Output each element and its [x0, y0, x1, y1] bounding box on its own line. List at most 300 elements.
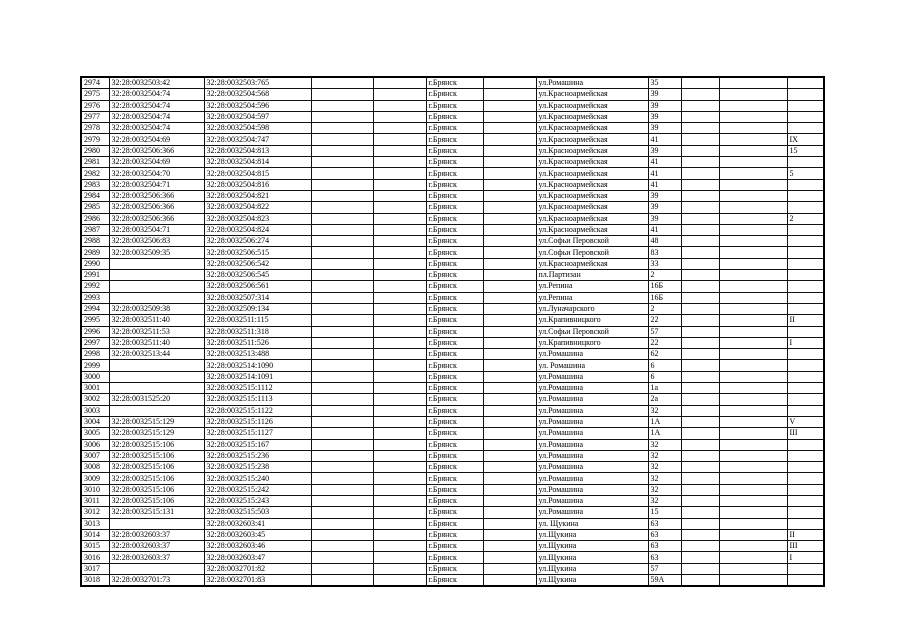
empty-cell — [311, 157, 373, 168]
house-number: 22 — [648, 315, 681, 326]
empty-cell — [311, 123, 373, 134]
house-number: 63 — [648, 541, 681, 552]
empty-cell — [483, 190, 536, 201]
room-number — [787, 462, 824, 473]
table-row — [81, 383, 824, 394]
empty-cell — [681, 541, 719, 552]
row-number: 3015 — [81, 541, 109, 552]
empty-cell — [483, 349, 536, 360]
parent-cadastral-number: 32:28:0032506:366 — [109, 190, 204, 201]
empty-cell — [483, 315, 536, 326]
empty-cell — [681, 224, 719, 235]
room-number — [787, 89, 824, 100]
empty-cell — [681, 371, 719, 382]
city: г.Брянск — [426, 258, 483, 269]
empty-cell — [483, 337, 536, 348]
row-number: 2977 — [81, 111, 109, 122]
cadastral-number: 32:28:0032514:1090 — [204, 360, 311, 371]
city: г.Брянск — [426, 575, 483, 587]
city: г.Брянск — [426, 303, 483, 314]
room-number — [787, 439, 824, 450]
room-number — [787, 224, 824, 235]
empty-cell — [483, 202, 536, 213]
room-number — [787, 111, 824, 122]
table-row — [81, 213, 824, 224]
empty-cell — [719, 563, 787, 574]
row-number: 3000 — [81, 371, 109, 382]
city: г.Брянск — [426, 405, 483, 416]
empty-cell — [373, 326, 426, 337]
empty-cell — [681, 77, 719, 89]
table-row — [81, 405, 824, 416]
cadastral-number: 32:28:0032515:1126 — [204, 416, 311, 427]
empty-cell — [311, 473, 373, 484]
empty-cell — [373, 337, 426, 348]
empty-cell — [373, 100, 426, 111]
row-number: 2999 — [81, 360, 109, 371]
row-number: 2975 — [81, 89, 109, 100]
empty-cell — [483, 529, 536, 540]
street: ул.Красноармейская — [536, 179, 648, 190]
empty-cell — [719, 292, 787, 303]
house-number: 39 — [648, 145, 681, 156]
parent-cadastral-number — [109, 405, 204, 416]
empty-cell — [373, 394, 426, 405]
empty-cell — [719, 439, 787, 450]
cadastral-number: 32:28:0032504:814 — [204, 157, 311, 168]
empty-cell — [311, 349, 373, 360]
parent-cadastral-number: 32:28:0032504:71 — [109, 224, 204, 235]
table-row — [81, 77, 824, 89]
room-number — [787, 394, 824, 405]
empty-cell — [311, 134, 373, 145]
street: ул.Софьи Перовской — [536, 326, 648, 337]
empty-cell — [719, 326, 787, 337]
cadastral-number: 32:28:0032506:545 — [204, 270, 311, 281]
street: ул.Красноармейская — [536, 168, 648, 179]
street: ул.Ромашина — [536, 450, 648, 461]
empty-cell — [719, 168, 787, 179]
empty-cell — [311, 224, 373, 235]
row-number: 3017 — [81, 563, 109, 574]
table-row — [81, 563, 824, 574]
empty-cell — [373, 518, 426, 529]
row-number: 2979 — [81, 134, 109, 145]
empty-cell — [373, 405, 426, 416]
city: г.Брянск — [426, 123, 483, 134]
empty-cell — [681, 529, 719, 540]
cadastral-number: 32:28:0032701:83 — [204, 575, 311, 587]
street: ул.Крапивницкого — [536, 315, 648, 326]
cadastral-number: 32:28:0032515:1122 — [204, 405, 311, 416]
street: ул.Софьи Перовской — [536, 247, 648, 258]
street: ул.Ромашина — [536, 473, 648, 484]
street: пл.Партизан — [536, 270, 648, 281]
city: г.Брянск — [426, 394, 483, 405]
empty-cell — [681, 134, 719, 145]
room-number: 15 — [787, 145, 824, 156]
parent-cadastral-number: 32:28:0032515:106 — [109, 462, 204, 473]
city: г.Брянск — [426, 100, 483, 111]
empty-cell — [681, 484, 719, 495]
cadastral-number: 32:28:0032515:167 — [204, 439, 311, 450]
empty-cell — [483, 292, 536, 303]
cadastral-number: 32:28:0032504:815 — [204, 168, 311, 179]
street: ул.Ромашина — [536, 405, 648, 416]
row-number: 2985 — [81, 202, 109, 213]
empty-cell — [311, 190, 373, 201]
room-number — [787, 100, 824, 111]
empty-cell — [483, 450, 536, 461]
empty-cell — [681, 111, 719, 122]
house-number: 63 — [648, 529, 681, 540]
city: г.Брянск — [426, 157, 483, 168]
empty-cell — [373, 575, 426, 587]
empty-cell — [373, 450, 426, 461]
room-number — [787, 123, 824, 134]
empty-cell — [311, 529, 373, 540]
empty-cell — [681, 416, 719, 427]
table-row — [81, 450, 824, 461]
house-number: 41 — [648, 157, 681, 168]
street: ул.Красноармейская — [536, 134, 648, 145]
empty-cell — [373, 236, 426, 247]
house-number: 35 — [648, 77, 681, 89]
empty-cell — [373, 428, 426, 439]
room-number — [787, 360, 824, 371]
row-number: 3012 — [81, 507, 109, 518]
cadastral-number: 32:28:0032503:765 — [204, 77, 311, 89]
row-number: 2983 — [81, 179, 109, 190]
room-number — [787, 202, 824, 213]
room-number — [787, 303, 824, 314]
room-number — [787, 495, 824, 506]
city: г.Брянск — [426, 450, 483, 461]
street: ул.Ромашина — [536, 349, 648, 360]
house-number: 32 — [648, 439, 681, 450]
house-number: 1А — [648, 416, 681, 427]
cadastral-number: 32:28:0032506:274 — [204, 236, 311, 247]
city: г.Брянск — [426, 507, 483, 518]
empty-cell — [681, 236, 719, 247]
parent-cadastral-number: 32:28:0032504:74 — [109, 123, 204, 134]
row-number: 3013 — [81, 518, 109, 529]
cadastral-number: 32:28:0032511:318 — [204, 326, 311, 337]
empty-cell — [719, 518, 787, 529]
city: г.Брянск — [426, 202, 483, 213]
parent-cadastral-number — [109, 563, 204, 574]
table-body — [81, 77, 824, 586]
empty-cell — [681, 495, 719, 506]
empty-cell — [483, 145, 536, 156]
house-number: 41 — [648, 224, 681, 235]
empty-cell — [483, 303, 536, 314]
row-number: 2989 — [81, 247, 109, 258]
empty-cell — [483, 281, 536, 292]
street: ул.Софьи Перовской — [536, 236, 648, 247]
empty-cell — [719, 134, 787, 145]
street: ул.Красноармейская — [536, 190, 648, 201]
city: г.Брянск — [426, 292, 483, 303]
empty-cell — [373, 541, 426, 552]
empty-cell — [373, 315, 426, 326]
house-number: 41 — [648, 179, 681, 190]
parent-cadastral-number — [109, 383, 204, 394]
empty-cell — [681, 337, 719, 348]
empty-cell — [373, 360, 426, 371]
street: ул.Щукина — [536, 575, 648, 587]
cadastral-number: 32:28:0032507:314 — [204, 292, 311, 303]
city: г.Брянск — [426, 383, 483, 394]
cadastral-number: 32:28:0032509:134 — [204, 303, 311, 314]
empty-cell — [719, 258, 787, 269]
parent-cadastral-number — [109, 360, 204, 371]
street: ул.Ромашина — [536, 428, 648, 439]
city: г.Брянск — [426, 236, 483, 247]
table-row — [81, 349, 824, 360]
cadastral-number: 32:28:0032504:816 — [204, 179, 311, 190]
cadastral-number: 32:28:0032515:1112 — [204, 383, 311, 394]
empty-cell — [311, 281, 373, 292]
empty-cell — [681, 202, 719, 213]
row-number: 3014 — [81, 529, 109, 540]
table-row — [81, 179, 824, 190]
empty-cell — [719, 202, 787, 213]
city: г.Брянск — [426, 349, 483, 360]
empty-cell — [311, 371, 373, 382]
row-number: 2982 — [81, 168, 109, 179]
city: г.Брянск — [426, 416, 483, 427]
empty-cell — [311, 541, 373, 552]
empty-cell — [681, 123, 719, 134]
row-number: 3005 — [81, 428, 109, 439]
table-row — [81, 326, 824, 337]
city: г.Брянск — [426, 134, 483, 145]
parent-cadastral-number: 32:28:0032511:40 — [109, 315, 204, 326]
table-row — [81, 258, 824, 269]
room-number — [787, 405, 824, 416]
house-number: 32 — [648, 473, 681, 484]
city: г.Брянск — [426, 247, 483, 258]
cadastral-number: 32:28:0032515:236 — [204, 450, 311, 461]
parent-cadastral-number: 32:28:0032509:35 — [109, 247, 204, 258]
empty-cell — [373, 552, 426, 563]
cadastral-number: 32:28:0032515:1113 — [204, 394, 311, 405]
street: ул.Щукина — [536, 563, 648, 574]
parent-cadastral-number: 32:28:0031525:20 — [109, 394, 204, 405]
row-number: 2991 — [81, 270, 109, 281]
row-number: 2994 — [81, 303, 109, 314]
city: г.Брянск — [426, 337, 483, 348]
empty-cell — [373, 270, 426, 281]
empty-cell — [373, 157, 426, 168]
city: г.Брянск — [426, 179, 483, 190]
empty-cell — [719, 281, 787, 292]
parent-cadastral-number: 32:28:0032701:73 — [109, 575, 204, 587]
empty-cell — [483, 179, 536, 190]
empty-cell — [681, 247, 719, 258]
table-row — [81, 202, 824, 213]
parent-cadastral-number — [109, 258, 204, 269]
street: ул.Красноармейская — [536, 202, 648, 213]
street: ул.Щукина — [536, 552, 648, 563]
empty-cell — [719, 428, 787, 439]
house-number: 59А — [648, 575, 681, 587]
empty-cell — [311, 383, 373, 394]
empty-cell — [483, 484, 536, 495]
cadastral-number: 32:28:0032603:41 — [204, 518, 311, 529]
parent-cadastral-number: 32:28:0032504:74 — [109, 100, 204, 111]
empty-cell — [681, 439, 719, 450]
room-number — [787, 371, 824, 382]
row-number: 3006 — [81, 439, 109, 450]
house-number: 2 — [648, 270, 681, 281]
cadastral-number: 32:28:0032504:568 — [204, 89, 311, 100]
room-number — [787, 326, 824, 337]
empty-cell — [483, 495, 536, 506]
empty-cell — [311, 326, 373, 337]
empty-cell — [373, 123, 426, 134]
table-row — [81, 168, 824, 179]
empty-cell — [681, 190, 719, 201]
room-number: 5 — [787, 168, 824, 179]
empty-cell — [311, 315, 373, 326]
empty-cell — [681, 326, 719, 337]
parent-cadastral-number: 32:28:0032504:74 — [109, 89, 204, 100]
empty-cell — [373, 292, 426, 303]
empty-cell — [681, 405, 719, 416]
cadastral-number: 32:28:0032506:542 — [204, 258, 311, 269]
house-number: 6 — [648, 360, 681, 371]
empty-cell — [681, 518, 719, 529]
empty-cell — [311, 100, 373, 111]
empty-cell — [681, 100, 719, 111]
empty-cell — [483, 428, 536, 439]
empty-cell — [311, 111, 373, 122]
cadastral-number: 32:28:0032603:47 — [204, 552, 311, 563]
empty-cell — [719, 383, 787, 394]
empty-cell — [483, 224, 536, 235]
table-row — [81, 303, 824, 314]
table-row — [81, 123, 824, 134]
empty-cell — [483, 439, 536, 450]
street: ул.Красноармейская — [536, 111, 648, 122]
row-number: 2996 — [81, 326, 109, 337]
house-number: 39 — [648, 213, 681, 224]
empty-cell — [681, 145, 719, 156]
house-number: 83 — [648, 247, 681, 258]
house-number: 16Б — [648, 292, 681, 303]
house-number: 63 — [648, 552, 681, 563]
empty-cell — [681, 179, 719, 190]
empty-cell — [483, 575, 536, 587]
row-number: 3001 — [81, 383, 109, 394]
empty-cell — [483, 360, 536, 371]
house-number: 22 — [648, 337, 681, 348]
empty-cell — [483, 89, 536, 100]
empty-cell — [719, 349, 787, 360]
house-number: 32 — [648, 495, 681, 506]
street: ул.Ромашина — [536, 507, 648, 518]
empty-cell — [311, 292, 373, 303]
empty-cell — [719, 100, 787, 111]
empty-cell — [719, 270, 787, 281]
street: ул.Щукина — [536, 529, 648, 540]
empty-cell — [483, 236, 536, 247]
empty-cell — [719, 213, 787, 224]
table-row — [81, 111, 824, 122]
house-number: 39 — [648, 111, 681, 122]
empty-cell — [483, 77, 536, 89]
room-number — [787, 349, 824, 360]
empty-cell — [311, 495, 373, 506]
row-number: 2974 — [81, 77, 109, 89]
empty-cell — [373, 247, 426, 258]
cadastral-number: 32:28:0032515:238 — [204, 462, 311, 473]
table-row — [81, 484, 824, 495]
row-number: 2980 — [81, 145, 109, 156]
empty-cell — [373, 190, 426, 201]
table-row — [81, 315, 824, 326]
room-number: II — [787, 529, 824, 540]
cadastral-number: 32:28:0032603:45 — [204, 529, 311, 540]
street: ул.Красноармейская — [536, 123, 648, 134]
empty-cell — [311, 202, 373, 213]
cadastral-number: 32:28:0032701:82 — [204, 563, 311, 574]
cadastral-number: 32:28:0032504:821 — [204, 190, 311, 201]
empty-cell — [483, 473, 536, 484]
table-row — [81, 575, 824, 587]
empty-cell — [719, 552, 787, 563]
city: г.Брянск — [426, 326, 483, 337]
house-number: 32 — [648, 484, 681, 495]
empty-cell — [311, 450, 373, 461]
empty-cell — [311, 416, 373, 427]
cadastral-number: 32:28:0032511:526 — [204, 337, 311, 348]
table-row — [81, 360, 824, 371]
cadastral-number: 32:28:0032515:243 — [204, 495, 311, 506]
room-number — [787, 236, 824, 247]
empty-cell — [681, 360, 719, 371]
empty-cell — [311, 563, 373, 574]
empty-cell — [311, 77, 373, 89]
row-number: 3011 — [81, 495, 109, 506]
parent-cadastral-number: 32:28:0032515:106 — [109, 484, 204, 495]
parent-cadastral-number: 32:28:0032603:37 — [109, 552, 204, 563]
cadastral-number: 32:28:0032513:488 — [204, 349, 311, 360]
row-number: 3009 — [81, 473, 109, 484]
empty-cell — [311, 145, 373, 156]
house-number: 57 — [648, 326, 681, 337]
parent-cadastral-number — [109, 518, 204, 529]
empty-cell — [483, 326, 536, 337]
empty-cell — [719, 371, 787, 382]
empty-cell — [681, 168, 719, 179]
empty-cell — [311, 179, 373, 190]
empty-cell — [483, 123, 536, 134]
house-number: 39 — [648, 202, 681, 213]
parent-cadastral-number: 32:28:0032511:53 — [109, 326, 204, 337]
empty-cell — [719, 495, 787, 506]
empty-cell — [483, 157, 536, 168]
property-register-table — [80, 76, 825, 587]
empty-cell — [373, 202, 426, 213]
room-number: III — [787, 428, 824, 439]
room-number — [787, 292, 824, 303]
empty-cell — [681, 281, 719, 292]
empty-cell — [311, 439, 373, 450]
street: ул. Ромашина — [536, 360, 648, 371]
